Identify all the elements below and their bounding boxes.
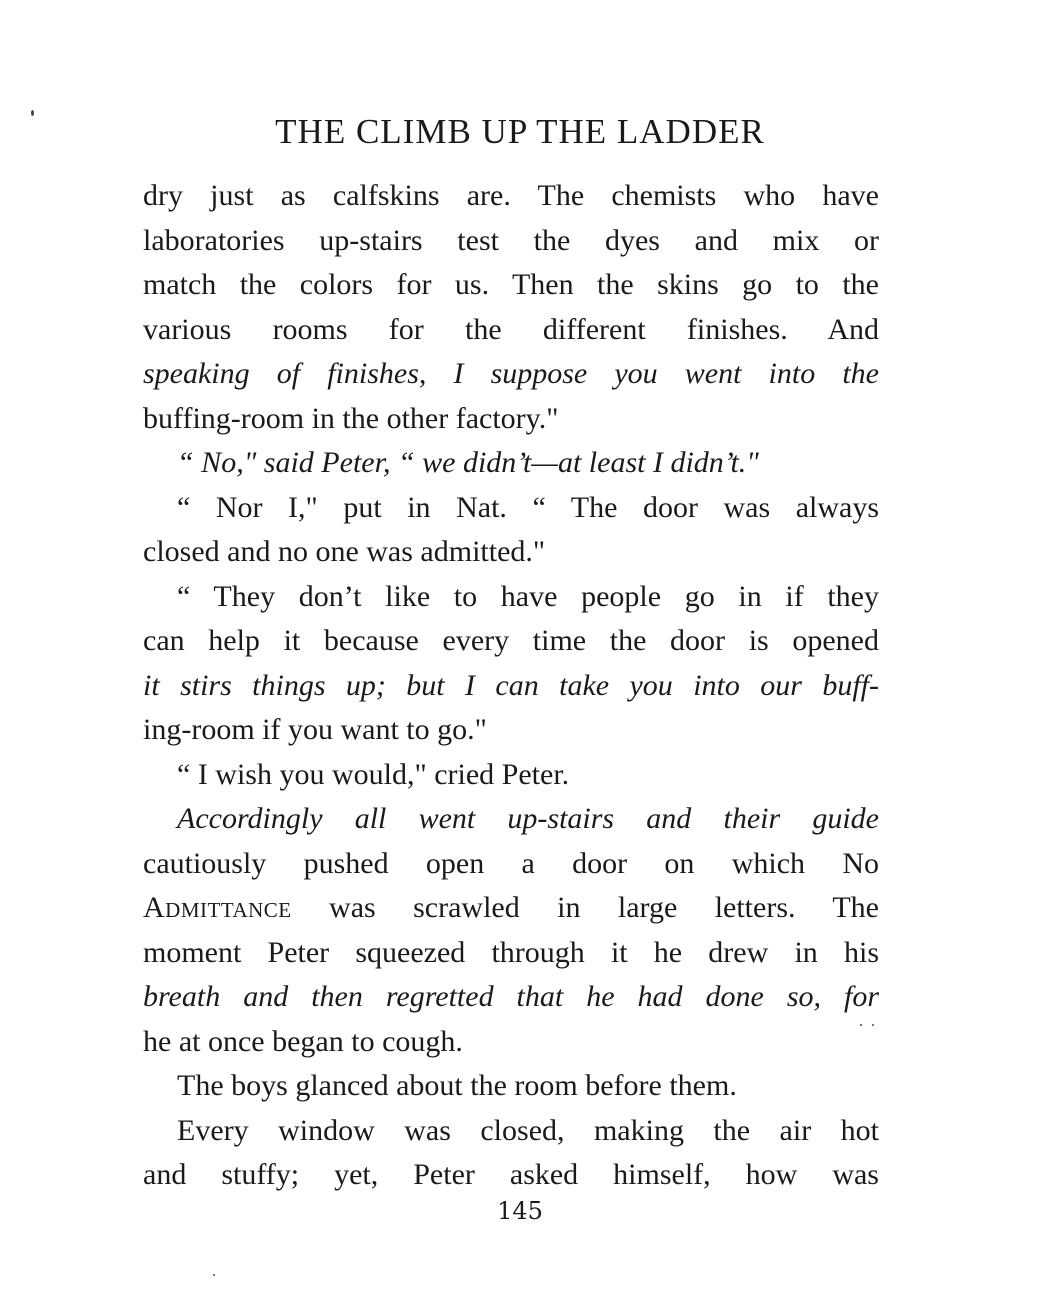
text-line: can help it because every time the door is opened	[143, 624, 879, 657]
running-head: THE CLIMB UP THE LADDER	[275, 112, 765, 151]
text-line: “ Nor I," put in Nat. “ The door was always	[177, 490, 879, 524]
text-line: he at once began to cough.	[143, 1024, 463, 1058]
text-line: Accordingly all went up-stairs and their guide	[177, 802, 879, 835]
text-line: moment Peter squeezed through it he drew in his	[143, 935, 879, 969]
text-line: dry just as calfskins are. The chemists who have	[143, 179, 879, 212]
text-line: cautiously pushed open a door on which No	[143, 846, 879, 880]
scan-speck	[860, 1024, 862, 1026]
text-line: Every window was closed, making the air hot	[177, 1113, 879, 1147]
text-line: various rooms for the different finishes. And	[143, 312, 879, 346]
text-line: laboratories up-stairs test the dyes and mix or	[143, 223, 879, 257]
text-line: it stirs things up; but I can take you into our buff-	[143, 668, 879, 702]
text-line: speaking of finishes, I suppose you went into the	[143, 357, 879, 390]
text-line: and stuffy; yet, Peter asked himself, how was	[143, 1158, 879, 1191]
small-caps-notice: Admittance	[143, 891, 292, 924]
text-line: “ No," said Peter, “ we didn’t—at least I didn’t."	[177, 446, 759, 479]
text-line: The boys glanced about the room before them.	[177, 1069, 737, 1102]
body-text	[143, 174, 879, 1198]
text-line: “ I wish you would," cried Peter.	[177, 757, 570, 791]
text-line: “ They don’t like to have people go in if they	[177, 579, 879, 613]
page-number: 145	[497, 1197, 543, 1225]
text-line: ing-room if you want to go."	[143, 713, 487, 746]
scan-speck	[213, 1274, 215, 1276]
text-line: match the colors for us. Then the skins go to the	[143, 268, 879, 301]
scan-speck	[872, 1024, 874, 1026]
text-line: breath and then regretted that he had done so, for	[143, 980, 879, 1013]
text-line	[143, 886, 879, 931]
text-line-rest: was scrawled in large letters. The	[291, 891, 879, 924]
text-line: closed and no one was admitted."	[143, 535, 546, 568]
text-line: buffing-room in the other factory."	[143, 401, 559, 435]
